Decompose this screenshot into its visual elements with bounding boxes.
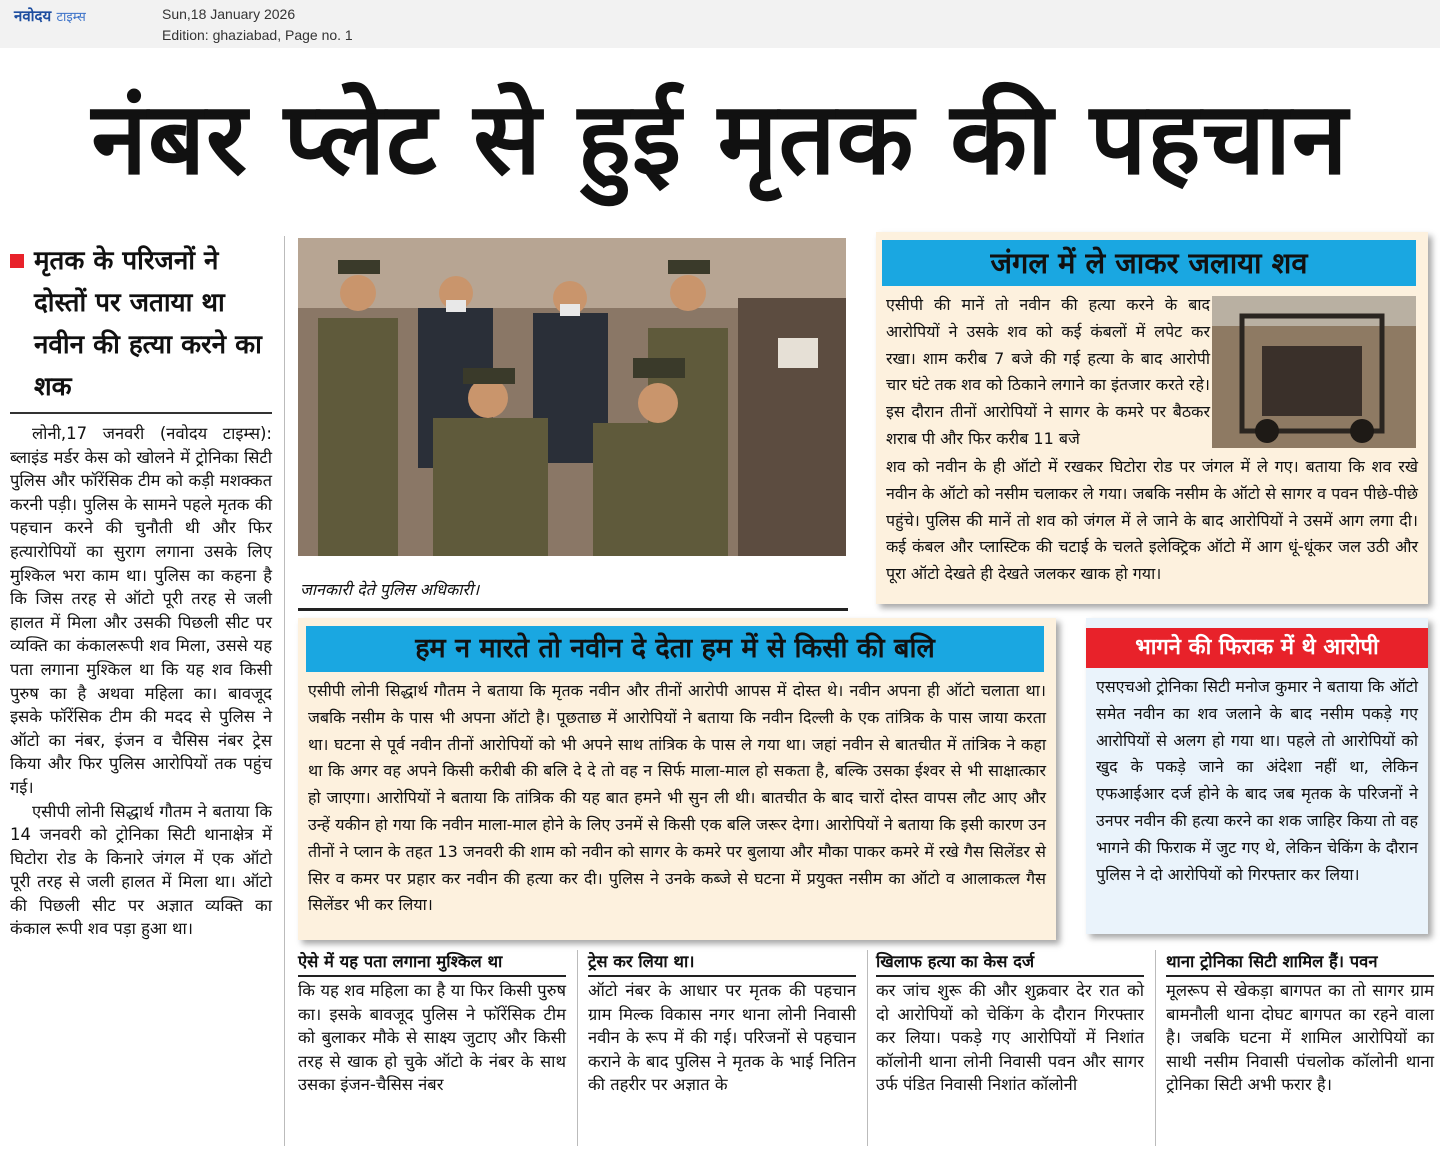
box-text: एसएचओ ट्रोनिका सिटी मनोज कुमार ने बताया कि ऑटो समेत नवीन का शव जलाने के बाद नसीम पकड़े गए आरोपियों से अलग हो गया था। पहले तो आरोपियों को खुद के पकड़े जाने का अंदेशा नहीं था, लेकिन एफआईआर दर्ज होने के बाद जब मृतक के परिजनों ने उनपर नवीन की हत्या करने का शक जाहिर किया तो वह भागने की फिराक में जुट गए थे, लेकिन चेकिंग के दौरान पुलिस ने दो आरोपियों को गिरफ्तार कर लिया। (1096, 677, 1418, 884)
main-headline: नंबर प्लेट से हुई मृतक की पहचान (91, 80, 1349, 197)
red-bullet-icon (10, 254, 24, 268)
bottom-column-1 (298, 950, 566, 1097)
sacrifice-story-box (298, 618, 1056, 940)
column-lead: खिलाफ हत्या का केस दर्ज (876, 950, 1144, 977)
column-divider (284, 236, 285, 1146)
bottom-column-2 (588, 950, 856, 1097)
edition-page: Edition: ghaziabad, Page no. 1 (162, 27, 353, 43)
burned-auto-illustration (1212, 296, 1416, 448)
sub-headline-text: मृतक के परिजनों ने दोस्तों पर जताया था नवीन की हत्या करने का शक (34, 246, 262, 402)
burned-auto-photo (1212, 296, 1416, 448)
sub-headline (10, 240, 272, 408)
divider (10, 412, 272, 414)
box-text-top: एसीपी की मानें तो नवीन की हत्या करने के बाद आरोपियों ने उसके शव को कई कंबलों में लपेट कर रखा। शाम करीब 7 बजे की गई हत्या के बाद आरोपी चार घंटे तक शव को ठिकाने लगाने का इंतजार करते रहे। इस दौरान तीनों आरोपियों ने सागर के कमरे पर बैठकर शराब पी और फिर करीब 11 बजे (886, 295, 1210, 448)
logo-secondary: टाइम्स (56, 10, 86, 25)
caption-rule (298, 608, 848, 611)
story-paragraph-1: लोनी,17 जनवरी (नवोदय टाइम्स): ब्लाइंड मर्डर केस को खोलने में ट्रोनिका सिटी पुलिस और फॉरेंसिक टीम को कड़ी मशक्कत करनी पड़ी। पुलिस के सामने पहले मृतक की पहचान करने की चुनौती थी और फिर हत्यारोपियों का सुराग लगाना उसके लिए मुश्किल भरा काम था। पुलिस का कहना है कि जिस तरह से ऑटो पूरी तरह से जली हालत में मिला और उसकी पिछली सीट पर व्यक्ति का कंकालरूपी शव मिला, उससे यह पता लगाना मुश्किल था कि यह शव किसी पुरुष का है अथवा महिला का। बावजूद इसके फॉरेंसिक टीम की मदद से पुलिस ने ऑटो का नंबर, इंजन व चैसिस नंबर ट्रेस किया और फिर पुलिस आरोपियों तक पहुंच गई। (10, 424, 272, 797)
escape-attempt-box (1086, 618, 1428, 934)
column-text: मूलरूप से खेकड़ा बागपत का तो सागर ग्राम बामनौली थाना दोघट बागपत का रहने वाला है। जबकि घटना में शामिल आरोपियों का साथी नसीम निवासी पंचलोक कॉलोनी थाना ट्रोनिका सिटी अभी फरार है। (1166, 981, 1434, 1095)
photo-caption: जानकारी देते पुलिस अधिकारी। (300, 580, 480, 599)
column-text: कर जांच शुरू की और शुक्रवार देर रात को दो आरोपियों को चेकिंग के दौरान गिरफ्तार कर लिया। पकड़े गए आरोपियों में निशांत कॉलोनी थाना लोनी निवासी पवन और सागर उर्फ पंडित निवासी निशांत कॉलोनी (876, 981, 1144, 1095)
column-text: कि यह शव महिला का है या फिर किसी पुरुष का। इसके बावजूद पुलिस ने फॉरेंसिक टीम को बुलाकर मौके से साक्ष्य जुटाए और किसी तरह से खाक हो चुके ऑटो के नंबर के साथ उसका इंजन-चैसिस नंबर (298, 981, 566, 1095)
box-text-bottom: शव को नवीन के ही ऑटो में रखकर घिटोरा रोड पर जंगल में ले गए। बताया कि शव रखे नवीन के ऑटो को नसीम चलाकर ले गया। जबकि नसीम के ऑटो से सागर व पवन पीछे-पीछे पहुंचे। पुलिस की मानें तो शव को जंगल में ले जाने के बाद आरोपियों ने उसमें आग लगा दी। कई कंबल और प्लास्टिक की चटाई के चलते इलेक्ट्रिक ऑटो में आग धूं-धूंकर जल उठी और पूरा ऑटो देखते ही देखते जलकर खाक हो गया। (886, 457, 1418, 584)
box-heading: भागने की फिराक में थे आरोपी (1086, 628, 1428, 668)
top-bar (0, 0, 1440, 48)
column-divider (867, 950, 868, 1146)
column-lead: ट्रेस कर लिया था। (588, 950, 856, 977)
column-text: ऑटो नंबर के आधार पर मृतक की पहचान ग्राम मिल्क विकास नगर थाना लोनी निवासी नवीन के रूप में की गई। परिजनों से पहचान कराने के बाद पुलिस ने मृतक के भाई नितिन की तहरीर पर अज्ञात के (588, 981, 856, 1095)
box-heading: हम न मारते तो नवीन दे देता हम में से किसी की बलि (306, 626, 1044, 672)
left-column (10, 240, 272, 941)
police-officers-photo (298, 238, 846, 556)
newspaper-logo[interactable] (14, 6, 86, 26)
photo-illustration (298, 238, 846, 556)
box-text: एसीपी लोनी सिद्धार्थ गौतम ने बताया कि मृतक नवीन और तीनों आरोपी आपस में दोस्त थे। नवीन अपना ही ऑटो चलाता था। जबकि नसीम के पास भी अपना ऑटो है। पूछताछ में आरोपियों ने बताया कि नवीन दिल्ली के एक तांत्रिक के पास जाया करता था। घटना से पूर्व नवीन तीनों आरोपियों को भी अपने साथ तांत्रिक के पास ले गया था। जहां नवीन से बातचीत में तांत्रिक ने कहा था कि अगर वह अपने किसी करीबी की बलि दे दे तो वह न सिर्फ माला-माल हो सकता है, बल्कि उसका ईश्वर से भी साक्षात्कार हो जाएगा। आरोपियों ने बताया कि तांत्रिक की यह बात हमने भी सुन ली थी। बातचीत के बाद चारों दोस्त वापस लौट आए और उन्हें यकीन हो गया कि नवीन माला-माल होने के लिए उनमें से किसी एक बलि जरूर देगा। आरोपियों ने बताया कि इसी कारण उन तीनों ने प्लान के तहत 13 जनवरी की शाम को नवीन को सागर के कमरे पर बुलाया और मौका पाकर कमरे में रखे गैस सिलेंडर से सिर व कमर पर प्रहार कर नवीन की हत्या कर दी। पुलिस ने उनके कब्जे से घटना में प्रयुक्त नसीम का ऑटो व आलाकत्ल गैस सिलेंडर भी कर लिया। (308, 681, 1046, 915)
edition-info (162, 4, 353, 46)
column-divider (1155, 950, 1156, 1146)
logo-primary: नवोदय (14, 7, 52, 25)
bottom-column-4 (1166, 950, 1434, 1097)
bottom-column-3 (876, 950, 1144, 1097)
column-divider (577, 950, 578, 1146)
issue-date: Sun,18 January 2026 (162, 6, 296, 22)
column-lead: ऐसे में यह पता लगाना मुश्किल था (298, 950, 566, 977)
column-lead: थाना ट्रोनिका सिटी शामिल हैं। पवन (1166, 950, 1434, 977)
story-paragraph-2: एसीपी लोनी सिद्धार्थ गौतम ने बताया कि 14 जनवरी को ट्रोनिका सिटी थानाक्षेत्र में घिटोरा रोड के किनारे जंगल में एक ऑटो पूरी तरह से जली हालत में मिला था। ऑटो की पिछली सीट पर अज्ञात व्यक्ति का कंकाल रूपी शव पड़ा हुआ था। (10, 801, 272, 939)
box-heading: जंगल में ले जाकर जलाया शव (882, 240, 1416, 286)
